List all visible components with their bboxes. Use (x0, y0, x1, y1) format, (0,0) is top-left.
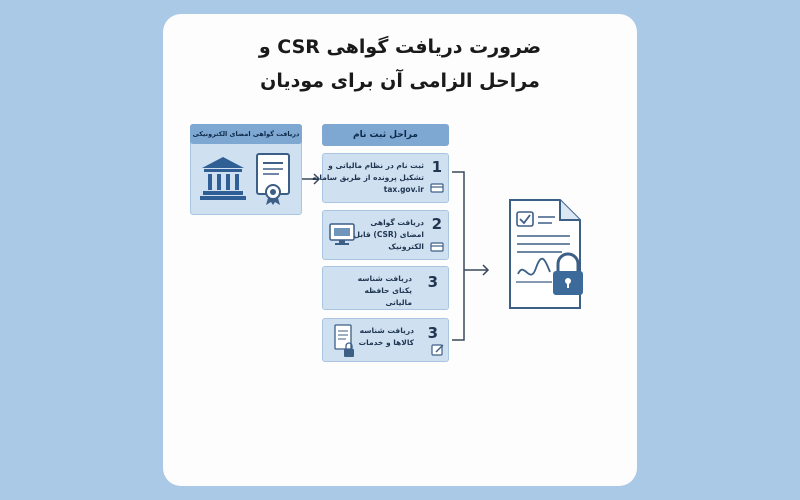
step-1-box (312, 153, 449, 203)
step-3-number: 3 (427, 273, 438, 291)
step-4-box (322, 318, 449, 362)
document-lock-icon (333, 323, 357, 359)
step-3-box (322, 266, 449, 310)
step-2-box (322, 210, 449, 260)
step-2-number: 2 (431, 215, 442, 233)
certificate-panel-header: دریافت گواهی امضای الکترونیکی (190, 124, 302, 144)
step-4-text: دریافت شناسه کالاها و خدمات (358, 326, 414, 347)
card-icon (430, 182, 444, 194)
step-2-text: دریافت گواهی امضای (CSR) قابل الکترونیک (353, 218, 424, 251)
certificate-icon (254, 152, 294, 206)
edit-icon (431, 343, 445, 357)
title-line-2: مراحل الزامی آن برای مودیان (260, 70, 540, 92)
title-line-1: ضرورت دریافت گواهی CSR و (258, 36, 542, 58)
step-1-number: 1 (431, 158, 442, 176)
secure-document-icon (500, 196, 595, 316)
step-1-text: ثبت نام در نظام مالیاتی و تشکیل پرونده از طریق سامانه tax.gov.ir (312, 161, 424, 194)
bank-icon (198, 154, 248, 202)
monitor-icon (329, 223, 355, 247)
steps-bracket-arrow (450, 170, 495, 345)
card-icon (430, 241, 444, 253)
steps-header: مراحل ثبت نام (322, 124, 449, 146)
step-4-number: 3 (427, 324, 438, 342)
step-3-text: دریافت شناسه یکتای حافظه مالیاتی (357, 274, 412, 307)
